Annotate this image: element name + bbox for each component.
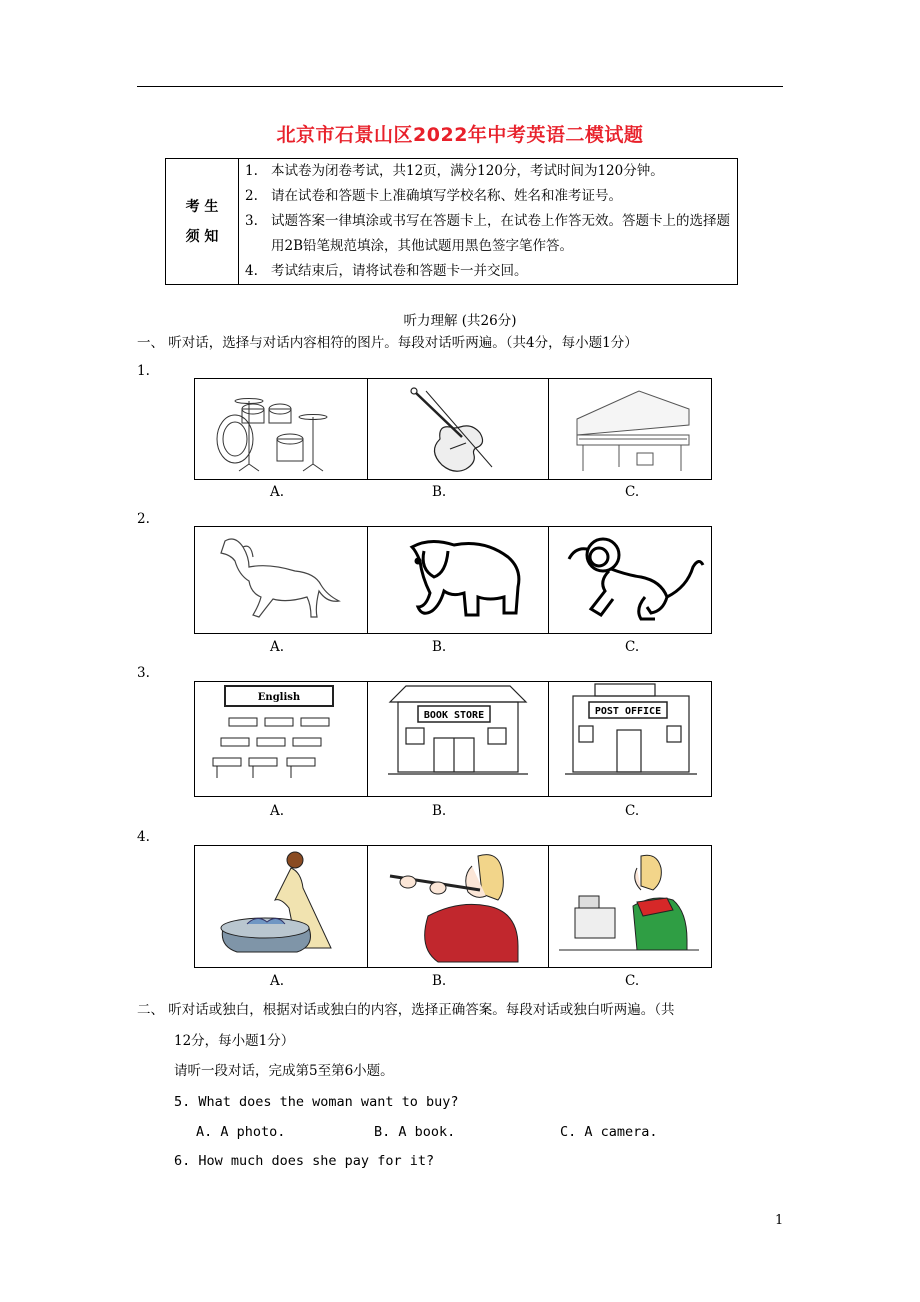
- option-label: C.: [625, 639, 640, 655]
- notice-item-text: 考试结束后，请将试卷和答题卡一并交回。: [271, 263, 528, 279]
- notice-item: [245, 159, 731, 184]
- post-office-sign-text: POST OFFICE: [594, 706, 662, 717]
- notice-label-line2: 须 知: [185, 228, 219, 245]
- question-3-pictures: [194, 681, 712, 797]
- classroom-sign-text: English: [257, 692, 301, 703]
- notice-items: [239, 159, 738, 285]
- part1-instruction: 一、 听对话，选择与对话内容相符的图片。每段对话听两遍。（共4分，每小题1分）: [137, 335, 638, 351]
- question-5: 5. What does the woman want to buy?: [174, 1094, 459, 1110]
- notice-item-text: 本试卷为闭卷考试，共12页，满分120分，考试时间为120分钟。: [271, 163, 664, 179]
- question-6: 6. How much does she pay for it?: [174, 1153, 435, 1169]
- option-label: A.: [270, 484, 285, 500]
- option-label: C.: [625, 973, 640, 989]
- playing-flute-picture[interactable]: [368, 846, 549, 967]
- notice-item-num: 4.: [245, 263, 258, 279]
- question-number: 1.: [137, 363, 150, 379]
- notice-label: [166, 159, 239, 285]
- notice-item-text: 试题答案一律填涂或书写在答题卡上，在试卷上作答无效。答题卡上的选择题用2B铅笔规范填涂，其他试题用黑色签字笔作答。: [271, 213, 730, 254]
- question-4-pictures: [194, 845, 712, 968]
- option-label: A.: [270, 639, 285, 655]
- question-2-pictures: [194, 526, 712, 634]
- violin-picture[interactable]: [368, 379, 549, 479]
- option-label: B.: [432, 484, 447, 500]
- dialogue-instruction: 请听一段对话，完成第5至第6小题。: [174, 1063, 394, 1079]
- question-number: 3.: [137, 665, 150, 681]
- drum-kit-picture[interactable]: [195, 379, 368, 479]
- page-number: 1: [775, 1213, 784, 1228]
- notice-label-line1: 考 生: [185, 198, 219, 215]
- notice-item: [245, 184, 731, 209]
- question-5-option-b[interactable]: B. A book.: [374, 1124, 456, 1140]
- part2-instruction-line2: 12分，每小题1分）: [174, 1033, 295, 1049]
- cashier-picture[interactable]: [549, 846, 711, 967]
- option-label: B.: [432, 803, 447, 819]
- question-1-pictures: [194, 378, 712, 480]
- notice-item-num: 1.: [245, 163, 258, 179]
- post-office-picture[interactable]: [549, 682, 711, 796]
- piano-picture[interactable]: [549, 379, 711, 479]
- notice-item-num: 3.: [245, 213, 258, 229]
- horse-picture[interactable]: [195, 527, 368, 633]
- question-5-option-a[interactable]: A. A photo.: [196, 1124, 286, 1140]
- question-number: 4.: [137, 829, 150, 845]
- elephant-picture[interactable]: [368, 527, 549, 633]
- notice-item: [245, 209, 731, 259]
- notice-item: [245, 259, 731, 284]
- page-title: 北京市石景山区2022年中考英语二模试题: [276, 124, 644, 146]
- notice-item-num: 2.: [245, 188, 258, 204]
- classroom-picture[interactable]: [195, 682, 368, 796]
- part2-instruction-line1: 二、 听对话或独白，根据对话或独白的内容，选择正确答案。每段对话或独白听两遍。（共: [137, 1002, 675, 1018]
- option-label: C.: [625, 803, 640, 819]
- bookstore-picture[interactable]: [368, 682, 549, 796]
- option-label: B.: [432, 639, 447, 655]
- option-label: A.: [270, 973, 285, 989]
- bookstore-sign-text: BOOK STORE: [423, 710, 485, 721]
- washing-clothes-picture[interactable]: [195, 846, 368, 967]
- option-label: C.: [625, 484, 640, 500]
- listening-heading: 听力理解 (共26分): [403, 313, 517, 329]
- option-label: B.: [432, 973, 447, 989]
- notice-item-text: 请在试卷和答题卡上准确填写学校名称、姓名和准考证号。: [271, 188, 622, 204]
- question-number: 2.: [137, 511, 150, 527]
- notice-table: [165, 158, 738, 285]
- monkey-picture[interactable]: [549, 527, 711, 633]
- question-5-option-c[interactable]: C. A camera.: [560, 1124, 658, 1140]
- header-rule: [137, 86, 783, 87]
- option-label: A.: [270, 803, 285, 819]
